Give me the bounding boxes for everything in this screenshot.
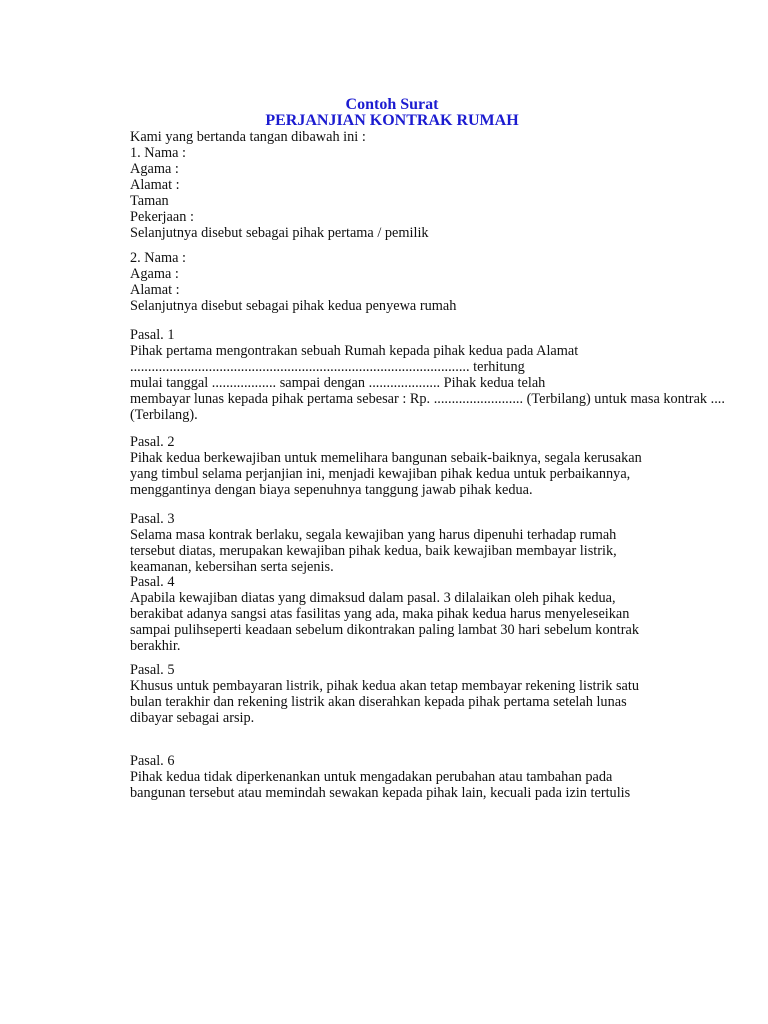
text-line: Pasal. 5 <box>130 662 175 678</box>
text-line: Khusus untuk pembayaran listrik, pihak kedua akan tetap membayar rekening listrik satu <box>130 678 639 694</box>
document-title: Contoh Surat <box>345 96 439 113</box>
text-line: Pasal. 6 <box>130 753 175 769</box>
text-line: Selanjutnya disebut sebagai pihak pertama / pemilik <box>130 225 429 241</box>
text-line: 1. Nama : <box>130 145 186 161</box>
text-line: Alamat : <box>130 282 180 298</box>
text-line: Taman <box>130 193 169 209</box>
text-line: tersebut diatas, merupakan kewajiban pihak kedua, baik kewajiban membayar listrik, <box>130 543 617 559</box>
text-line: Agama : <box>130 266 179 282</box>
section-pasal-5 <box>130 662 639 726</box>
text-line: ............................................................................................... terhitung <box>130 359 525 375</box>
text-line: Selanjutnya disebut sebagai pihak kedua penyewa rumah <box>130 298 457 314</box>
text-line: Pasal. 1 <box>130 327 175 343</box>
text-line: Agama : <box>130 161 179 177</box>
text-line: sampai pulihseperti keadaan sebelum dikontrakan paling lambat 30 hari sebelum kontrak <box>130 622 639 638</box>
section-pasal-1 <box>130 327 725 423</box>
text-line: 2. Nama : <box>130 250 186 266</box>
text-line: Pekerjaan : <box>130 209 194 225</box>
text-line: berakhir. <box>130 638 181 654</box>
section-party-2 <box>130 250 456 314</box>
text-line: menggantinya dengan biaya sepenuhnya tanggung jawab pihak kedua. <box>130 482 533 498</box>
section-pasal-4 <box>130 574 639 654</box>
text-line: Pihak kedua berkewajiban untuk memelihara bangunan sebaik-baiknya, segala kerusakan <box>130 450 642 466</box>
text-line: Pihak pertama mengontrakan sebuah Rumah kepada pihak kedua pada Alamat <box>130 343 579 359</box>
text-line: Alamat : <box>130 177 180 193</box>
text-line: Pasal. 2 <box>130 434 175 450</box>
text-line: keamanan, kebersihan serta sejenis. <box>130 559 334 575</box>
section-pasal-3 <box>130 511 617 575</box>
text-line: Pihak kedua tidak diperkenankan untuk mengadakan perubahan atau tambahan pada <box>130 769 613 785</box>
section-pasal-6 <box>130 753 630 801</box>
text-line: Apabila kewajiban diatas yang dimaksud dalam pasal. 3 dilalaikan oleh pihak kedua, <box>130 590 616 606</box>
text-line: mulai tanggal .................. sampai dengan .................... Pihak kedua telah <box>130 375 546 391</box>
document-subtitle: PERJANJIAN KONTRAK RUMAH <box>265 112 519 129</box>
text-line: membayar lunas kepada pihak pertama sebesar : Rp. ......................... (Terbilang) untuk masa kontrak .... <box>130 391 725 407</box>
text-line: Kami yang bertanda tangan dibawah ini : <box>130 129 366 145</box>
text-line: Pasal. 3 <box>130 511 175 527</box>
text-line: bangunan tersebut atau memindah sewakan kepada pihak lain, kecuali pada izin tertulis <box>130 785 631 801</box>
text-line: Selama masa kontrak berlaku, segala kewajiban yang harus dipenuhi terhadap rumah <box>130 527 617 543</box>
text-line: dibayar sebagai arsip. <box>130 710 255 726</box>
text-line: berakibat adanya sangsi atas fasilitas yang ada, maka pihak kedua harus menyeleseikan <box>130 606 630 622</box>
section-intro-party-1 <box>130 129 429 241</box>
text-line: Pasal. 4 <box>130 574 175 590</box>
text-line: bulan terakhir dan rekening listrik akan diserahkan kepada pihak pertama setelah lunas <box>130 694 627 710</box>
text-line: yang timbul selama perjanjian ini, menjadi kewajiban pihak kedua untuk perbaikannya, <box>130 466 631 482</box>
text-line: (Terbilang). <box>130 407 198 423</box>
section-pasal-2 <box>130 434 642 498</box>
